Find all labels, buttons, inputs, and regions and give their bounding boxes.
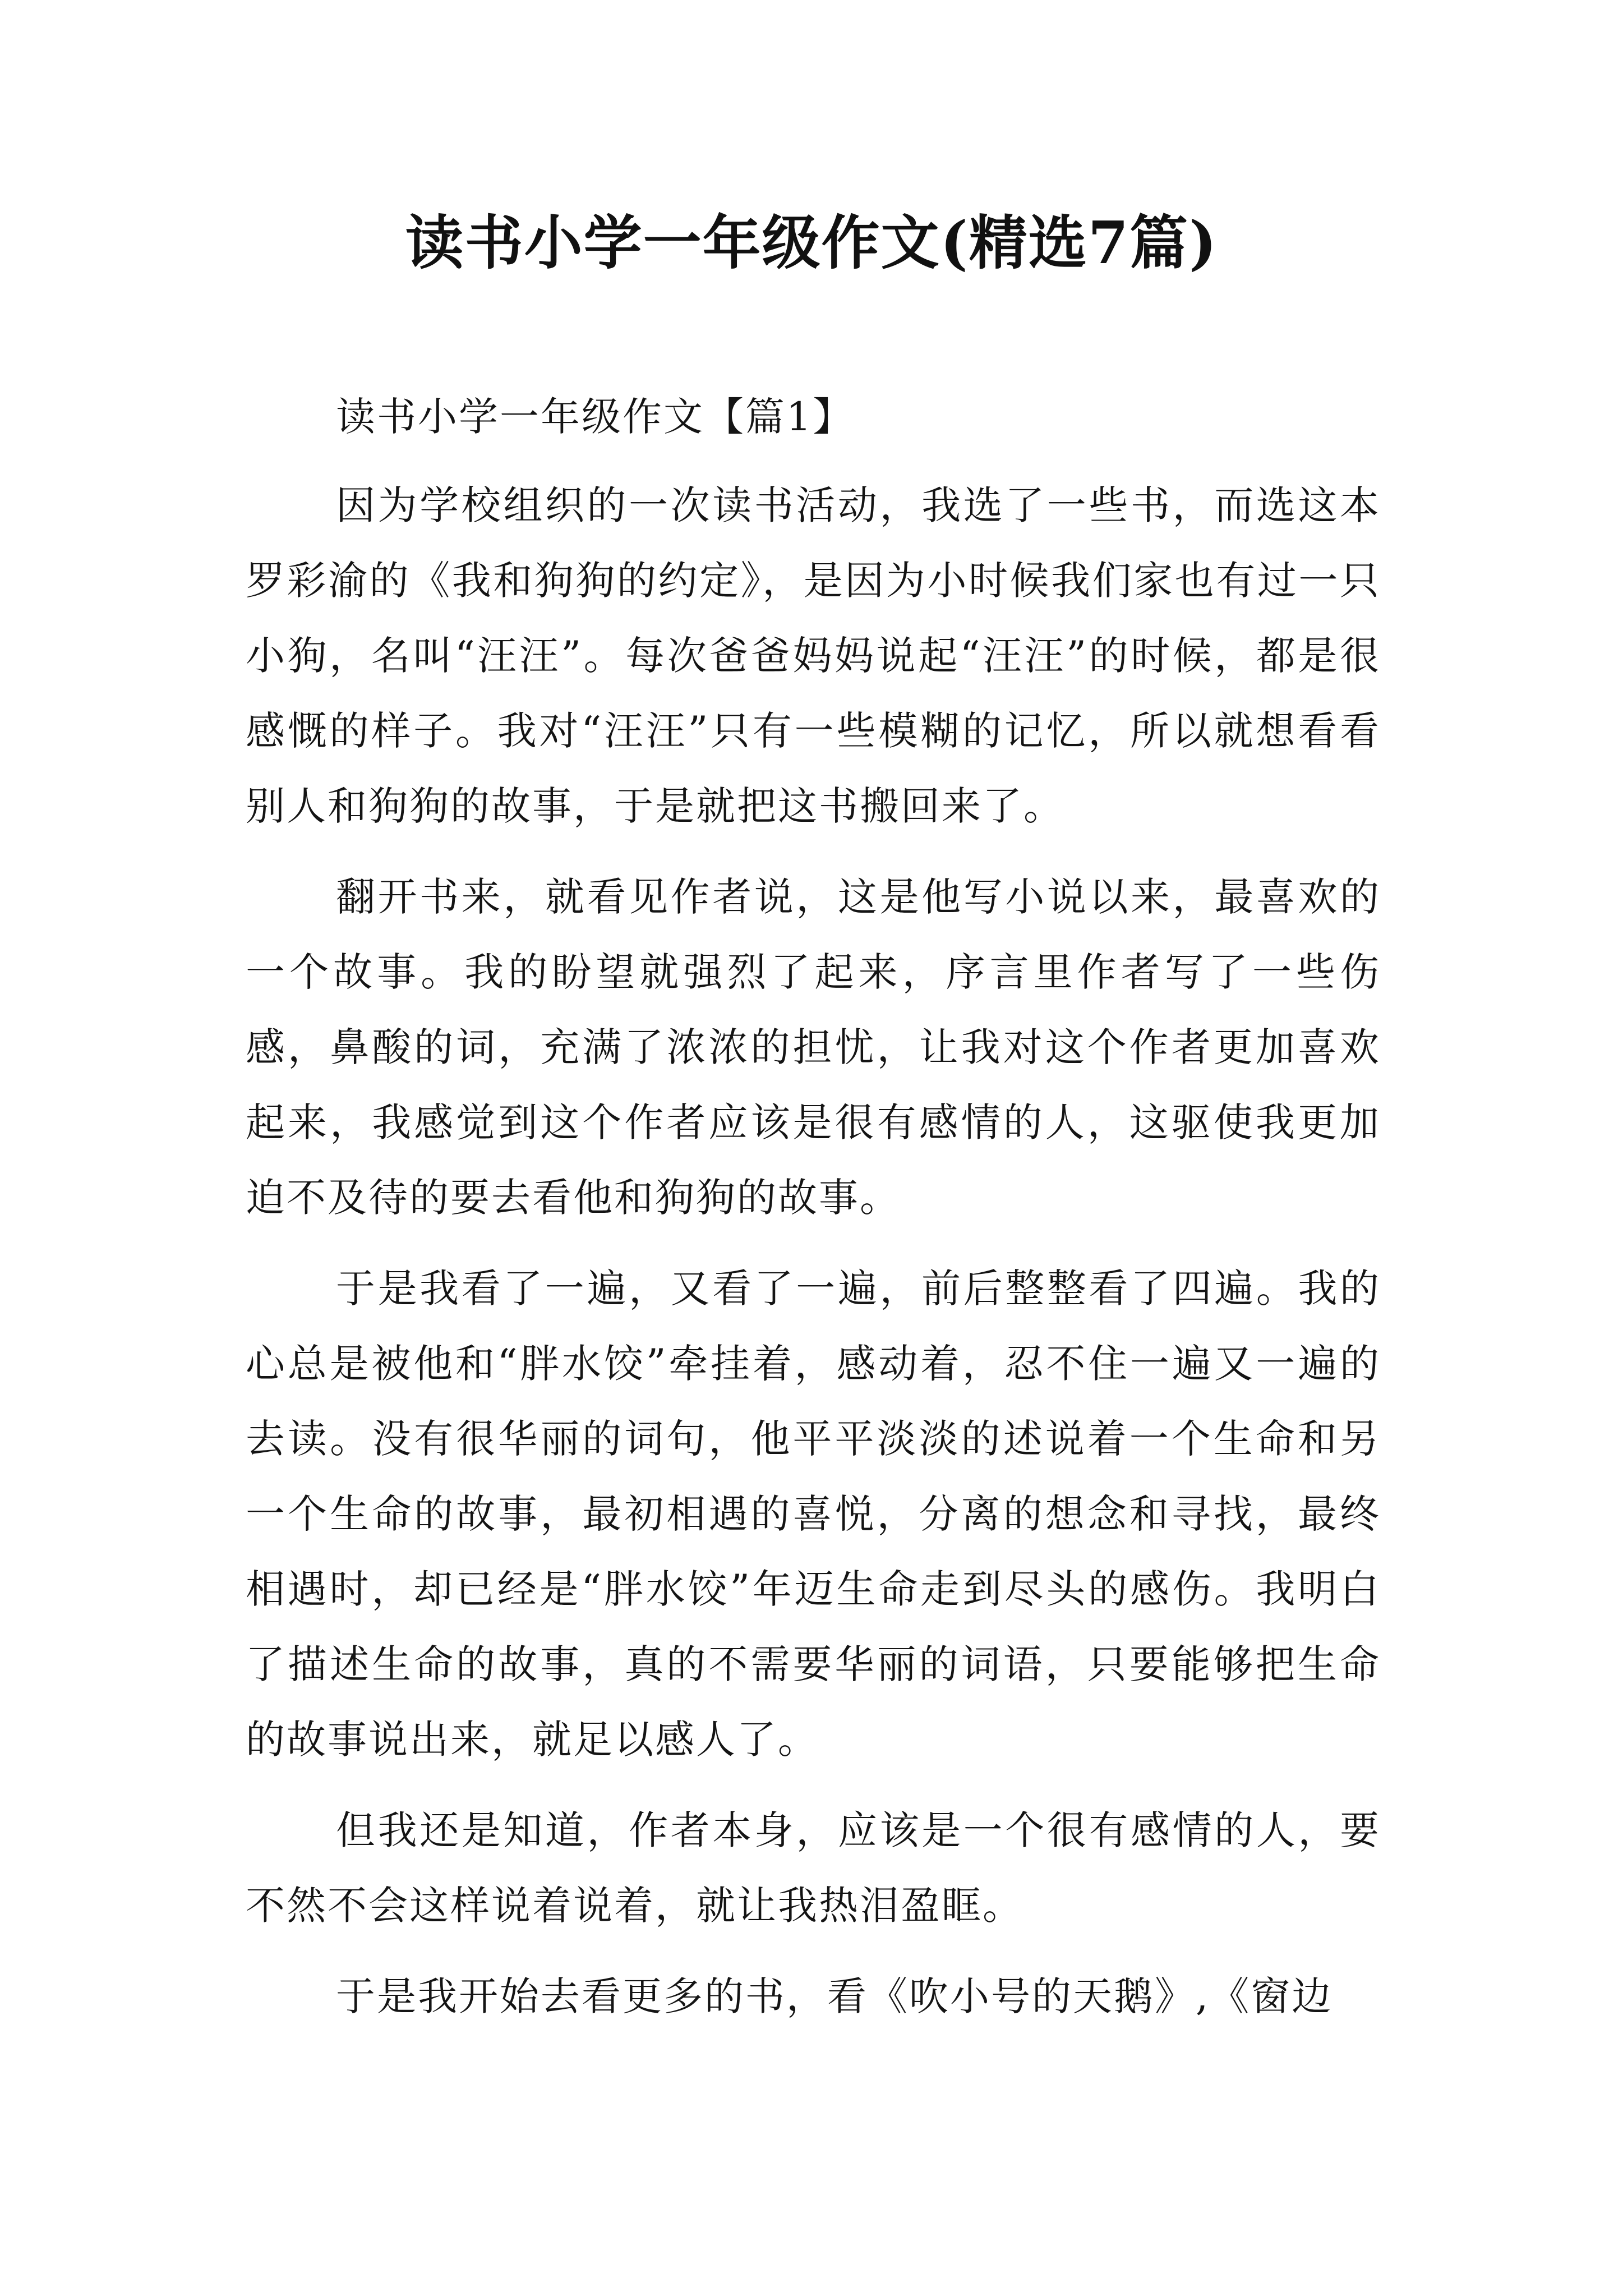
paragraph: 于是我看了一遍，又看了一遍，前后整整看了四遍。我的心总是被他和“胖水饺”牵挂着，感动着，忍不住一遍又一遍的去读。没有很华丽的词句，他平平淡淡的述说着一个生命和另一个生命的故事，最初相遇的喜悦，分离的想念和寻找，最终相遇时，却已经是“胖水饺”年迈生命走到尽头的感伤。我明白了描述生命的故事，真的不需要华丽的词语，只要能够把生命的故事说出来，就足以感人了。 — [246, 1266, 1381, 1763]
paragraph: 但我还是知道，作者本身，应该是一个很有感情的人，要不然不会这样说着说着，就让我热泪盈眶。 — [246, 1807, 1381, 1929]
document-body — [246, 379, 1381, 2050]
document-title: 读书小学一年级作文(精选7篇) — [405, 208, 1218, 277]
section-heading: 读书小学一年级作文【篇1】 — [336, 394, 854, 440]
paragraph: 于是我开始去看更多的书，看《吹小号的天鹅》,《窗边 — [336, 1973, 1333, 2019]
paragraph: 因为学校组织的一次读书活动，我选了一些书，而选这本罗彩渝的《我和狗狗的约定》，是因为小时候我们家也有过一只小狗，名叫“汪汪”。每次爸爸妈妈说起“汪汪”的时候，都是很感慨的样子。我对“汪汪”只有一些模糊的记忆，所以就想看看别人和狗狗的故事，于是就把这书搬回来了。 — [246, 482, 1381, 829]
paragraph: 翻开书来，就看见作者说，这是他写小说以来，最喜欢的一个故事。我的盼望就强烈了起来，序言里作者写了一些伤感，鼻酸的词，充满了浓浓的担忧，让我对这个作者更加喜欢起来，我感觉到这个作者应该是很有感情的人，这驱使我更加迫不及待的要去看他和狗狗的故事。 — [246, 874, 1381, 1221]
